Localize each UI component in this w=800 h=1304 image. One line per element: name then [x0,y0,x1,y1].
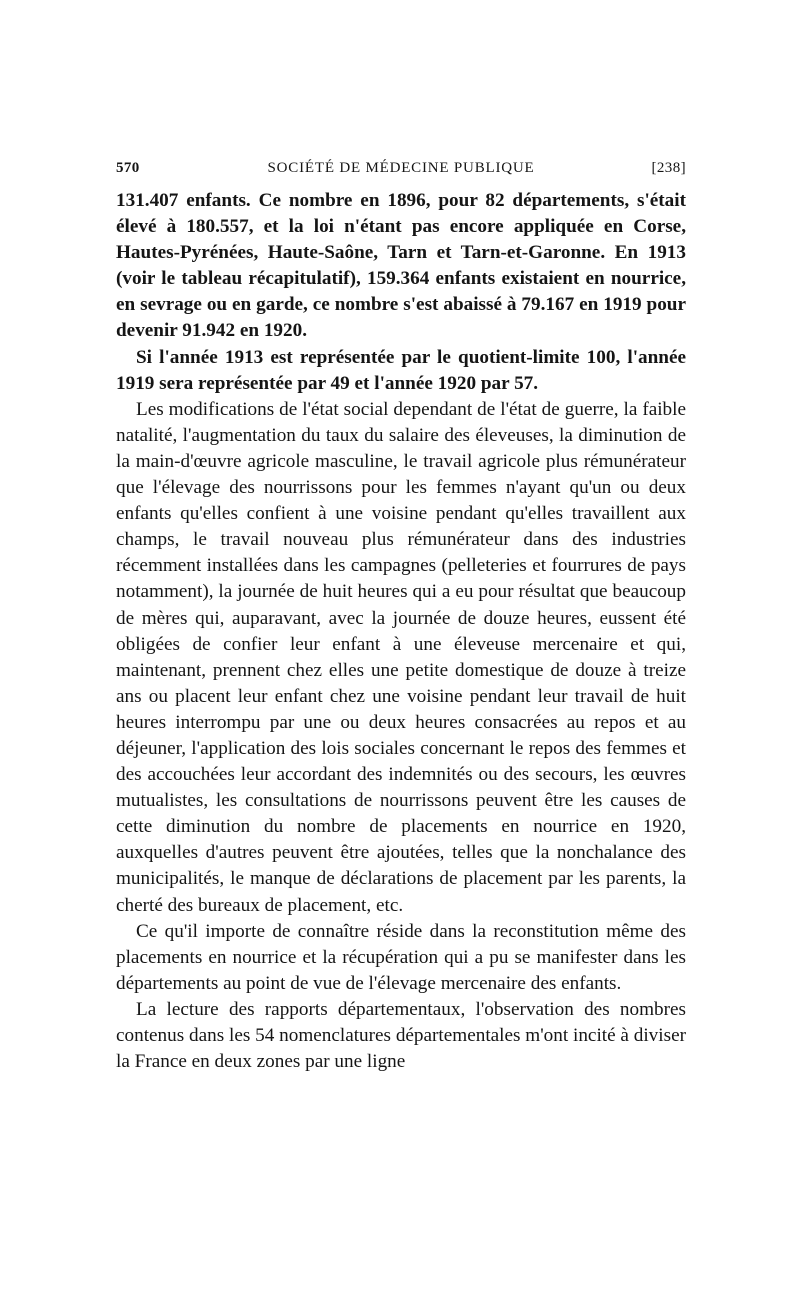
running-title: SOCIÉTÉ DE MÉDECINE PUBLIQUE [267,160,535,176]
paragraph-5: La lecture des rapports départementaux, l'observation des nombres contenus dans les 54 nomenclatures départementales m'ont incité à diviser la France en deux zones par une ligne [116,998,686,1073]
paragraph-2: Si l'année 1913 est représentée par le quotient-limite 100, l'année 1919 sera représentée par 49 et l'année 1920 par 57. [116,346,686,394]
document-page [116,156,686,1075]
paragraph-3: Les modifications de l'état social dependant de l'état de guerre, la faible natalité, l'augmentation du taux du salaire des éleveuses, la diminution de la main-d'œuvre agricole masculine, le travail agricole plus rémunérateur que l'élevage des nourrissons pour les femmes n'ayant qu'un ou deux enfants qu'elles confient à une voisine pendant qu'elles travaillent aux champs, le travail nouveau plus rémunérateur dans des industries récemment installées dans les campagnes (pelleteries et fourrures de pays notamment), la journée de huit heures qui a eu pour résultat que beaucoup de mères qui, auparavant, avec la journée de douze heures, eussent été obligées de confier leur enfant à une éleveuse mercenaire et qui, maintenant, prennent chez elles une petite domestique de douze à treize ans ou placent leur enfant chez une voisine pendant leur travail de huit heures interrompu par une ou deux heures consacrées au repos et au déjeuner, l'application des lois sociales concernant le repos des femmes et des accouchées leur accordant des indemnités ou des secours, les œuvres mutualistes, les consultations de nourrissons peuvent être les causes de cette diminution du nombre de placements en nourrice en 1920, auxquelles d'autres peuvent être ajoutées, telles que la nonchalance des municipalités, le manque de déclarations de placement par les parents, la cherté des bureaux de placement, etc. [116,398,686,916]
running-head [116,156,686,182]
paragraph-4: Ce qu'il importe de connaître réside dans la reconstitution même des placements en nourrice et la récupération qui a pu se manifester dans les départements au point de vue de l'élevage mercenaire des enfants. [116,920,686,994]
body-text [116,188,686,1075]
page-reference: [238] [651,160,686,176]
paragraph-1: 131.407 enfants. Ce nombre en 1896, pour 82 départements, s'était élevé à 180.557, et la loi n'étant pas encore appliquée en Corse, Hautes-Pyrénées, Haute-Saône, Tarn et Tarn-et-Garonne. En 1913 (voir le tableau récapitulatif), 159.364 enfants existaient en nourrice, en sevrage ou en garde, ce nombre s'est abaissé à 79.167 en 1919 pour devenir 91.942 en 1920. [116,190,686,342]
page-number: 570 [116,160,140,176]
